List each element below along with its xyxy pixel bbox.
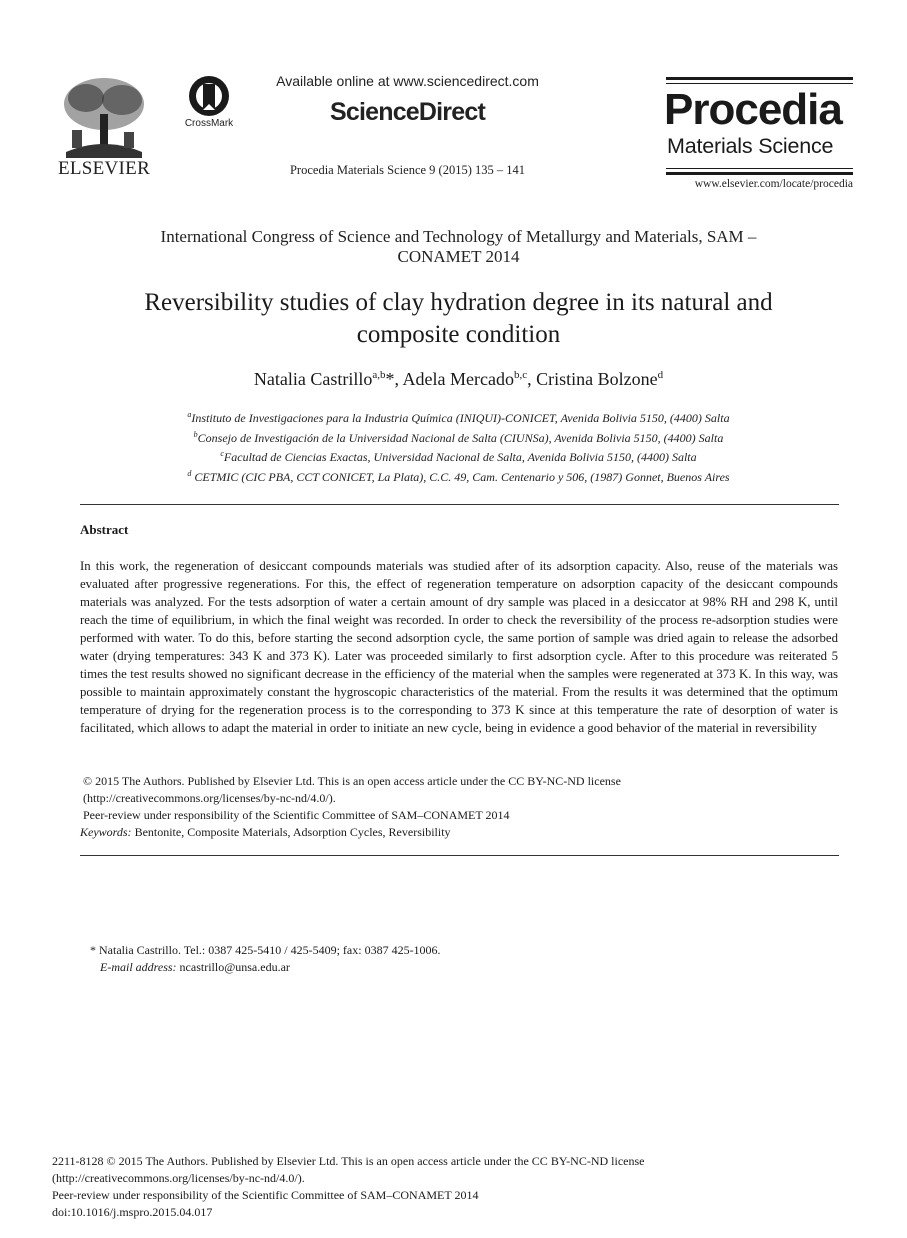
affiliation-item — [80, 407, 837, 427]
available-online-text: Available online at www.sciencedirect.com — [276, 73, 539, 89]
affiliation-item — [80, 466, 837, 486]
procedia-bottom-rule-thin — [666, 168, 853, 169]
affiliation-sup: b — [193, 429, 198, 439]
elsevier-tree-icon — [56, 74, 152, 158]
author-affiliation-sup: d — [657, 369, 664, 381]
author-name: Natalia Castrillo — [253, 369, 373, 389]
license-line-1: © 2015 The Authors. Published by Elsevier Ltd. This is an open access article under the CC BY-NC-ND license — [83, 774, 621, 788]
author-name: Cristina Bolzone — [536, 369, 658, 389]
license-link[interactable]: (http://creativecommons.org/licenses/by-nc-nd/4.0/). — [83, 791, 336, 805]
crossmark-badge[interactable] — [178, 74, 240, 132]
footer-doi[interactable]: doi:10.1016/j.mspro.2015.04.017 — [52, 1205, 213, 1219]
footer-issn-line: 2211-8128 © 2015 The Authors. Published by Elsevier Ltd. This is an open access article under the CC BY-NC-ND license — [52, 1154, 645, 1168]
title-line-2: composite condition — [356, 321, 561, 348]
congress-line-1: International Congress of Science and Technology of Metallurgy and Materials, SAM – — [160, 227, 757, 246]
elsevier-logo — [56, 74, 152, 178]
footer-peer-review: Peer-review under responsibility of the Scientific Committee of SAM–CONAMET 2014 — [52, 1188, 479, 1202]
abstract-bottom-rule — [80, 855, 839, 856]
affiliation-sup: a — [187, 410, 192, 419]
page-footer — [52, 1153, 644, 1221]
footnote-email-line — [90, 959, 441, 976]
affiliation-text: Instituto de Investigaciones para la Industria Química (INIQUI)-CONICET, Avenida Bolivia 5150, (4400) Salta — [191, 411, 730, 425]
crossmark-icon — [178, 74, 240, 118]
author-name: Adela Mercado — [402, 369, 514, 389]
procedia-url[interactable]: www.elsevier.com/locate/procedia — [694, 178, 853, 190]
peer-review-line: Peer-review under responsibility of the Scientific Committee of SAM–CONAMET 2014 — [83, 808, 510, 822]
procedia-bottom-rule — [666, 172, 853, 175]
email-address[interactable]: ncastrillo@unsa.edu.ar — [176, 960, 290, 974]
corresponding-author-footnote — [90, 942, 441, 976]
abstract-heading: Abstract — [80, 522, 129, 537]
author-separator: , — [527, 369, 537, 389]
affiliation-text: Consejo de Investigación de la Universidad Nacional de Salta (CIUNSa), Avenida Bolivia 5150, (4400) Salta — [197, 430, 724, 445]
journal-reference: Procedia Materials Science 9 (2015) 135 – 141 — [289, 163, 525, 177]
title-line-1: Reversibility studies of clay hydration degree in its natural and — [144, 289, 773, 316]
email-label: E-mail address: — [100, 960, 177, 974]
procedia-wordmark: Procedia — [664, 85, 842, 134]
author-affiliation-sup: a,b — [372, 369, 386, 381]
affiliation-text: CETMIC (CIC PBA, CCT CONICET, La Plata), C.C. 49, Cam. Centenario y 506, (1987) Gonnet, Buenos Aires — [191, 469, 730, 484]
license-block — [80, 773, 838, 841]
keywords-label: Keywords: — [80, 825, 132, 839]
affiliation-sup: c — [220, 449, 224, 458]
keywords-text: Bentonite, Composite Materials, Adsorption Cycles, Reversibility — [131, 825, 451, 839]
abstract-body: In this work, the regeneration of desiccant compounds materials was studied after of its adsorption capacity. Also, reuse of the materials was evaluated after progressive regenerations. For this, the effect of regeneration temperature on adsorption capacity of the desiccant compounds materials was analyzed. For the tests adsorption of water a certain amount of dry sample was placed in a desiccator at 98% RH and 298 K, until reach the time of equilibrium, in which the final weight was recorded. In order to check the reversibility of the process re-adsorption studies were performed with water. To do this, before starting the second adsorption cycle, the same portion of sample was dried again to release the adsorbed water (drying temperatures: 343 K and 373 K). Later was proceeded similarly to first adsorption cycle. After to this procedure was reiterated 5 times the test results showed no significant decrease in the efficiency of the material when the samples were regenerated at 373 K. In this way, was possible to maintain approximately constant the hygroscopic characteristics of the material. From the results it was determined that the optimum temperature of drying for the regeneration process is to the corresponding to 373 K since at this temperature the rate of desorption of water is facilitated, which allows to adapt the material in order to initiate an new cycle, being in evidence a good behavior of the material in reversibility — [80, 559, 838, 735]
footer-license-link[interactable]: (http://creativecommons.org/licenses/by-nc-nd/4.0/). — [52, 1171, 305, 1185]
keywords-line — [80, 824, 838, 841]
elsevier-wordmark: ELSEVIER — [57, 158, 151, 179]
affiliation-list — [80, 407, 837, 485]
congress-name — [80, 227, 837, 267]
author-list — [80, 369, 837, 390]
procedia-top-rule — [666, 77, 853, 80]
paper-title — [80, 287, 837, 351]
author-affiliation-sup: b,c — [513, 369, 528, 381]
congress-line-2: CONAMET 2014 — [397, 247, 520, 266]
affiliation-item — [80, 427, 837, 447]
affiliation-text: Facultad de Ciencias Exactas, Universidad Nacional de Salta, Avenida Bolivia 5150, (4400) Salta — [223, 450, 697, 464]
footnote-contact: * Natalia Castrillo. Tel.: 0387 425-5410 / 425-5409; fax: 0387 425-1006. — [90, 943, 441, 957]
affiliation-item — [80, 446, 837, 466]
author-separator: *, — [385, 369, 403, 389]
abstract-top-rule — [80, 504, 839, 505]
crossmark-label: CrossMark — [184, 118, 234, 129]
affiliation-sup: d — [187, 468, 192, 478]
procedia-subtitle: Materials Science — [667, 134, 834, 158]
sciencedirect-wordmark: ScienceDirect — [330, 98, 485, 126]
